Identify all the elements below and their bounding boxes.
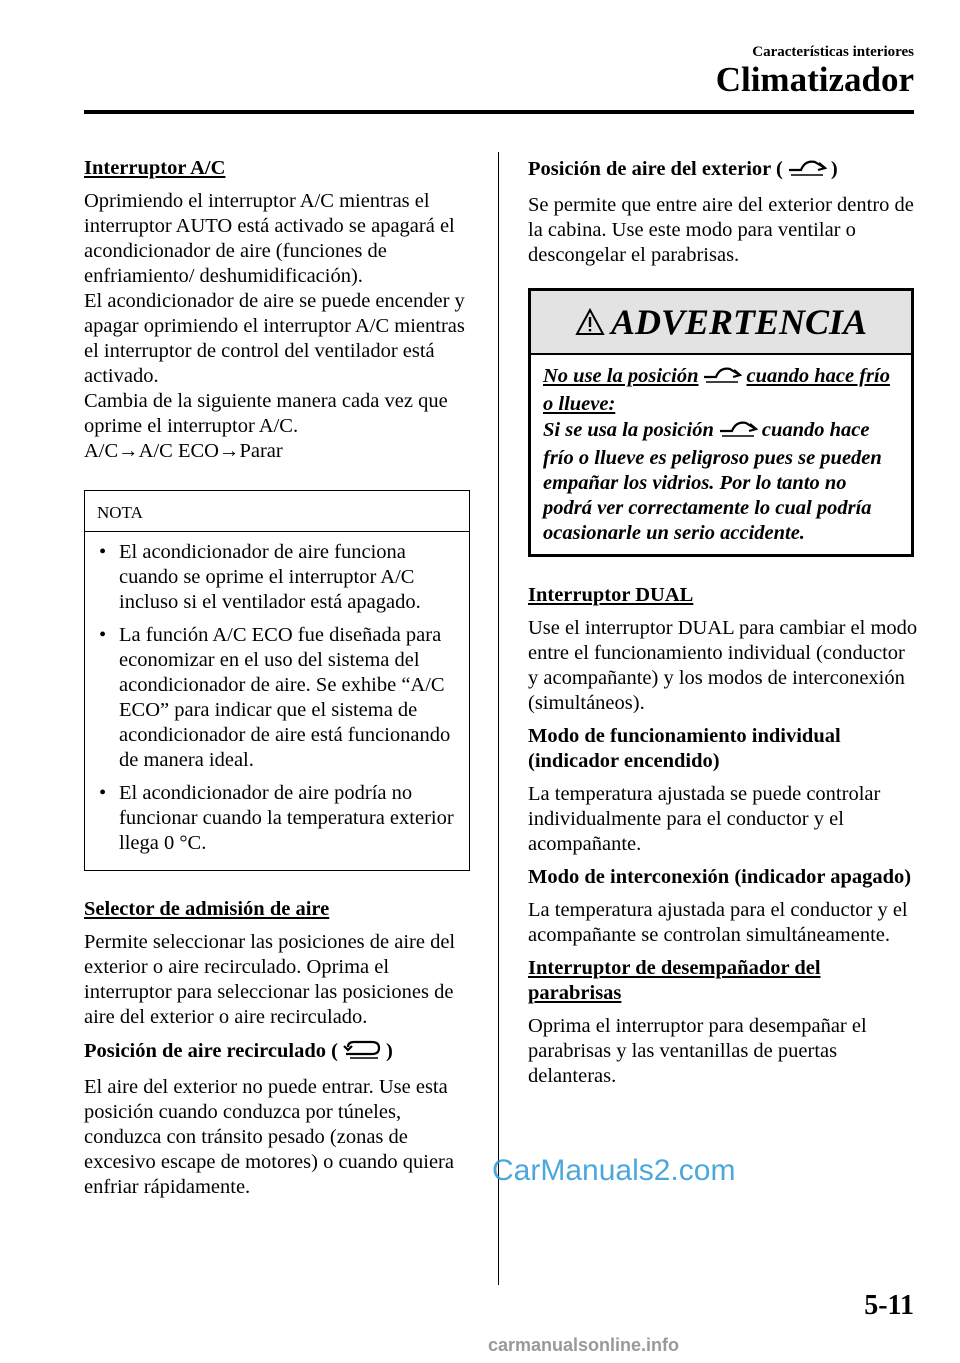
outside-air-paragraph: Se permite que entre aire del exterior dentro de la cabina. Use este modo para ventilar o descongelar el parabrisas. — [528, 194, 914, 266]
header-rule — [84, 110, 914, 114]
warning-header — [531, 291, 911, 355]
ac-paragraph-1: Oprimiendo el interruptor A/C mientras el interruptor AUTO está activado se apagará el acondicionador de aire (funciones de enfriamiento/ deshumidificación). — [84, 190, 455, 287]
page-title: Climatizador — [715, 60, 914, 99]
note-item: • El acondicionador de aire funciona cuando se oprime el interruptor A/C incluso si el ventilador está apagado. — [99, 541, 421, 613]
intake-selector-heading: Selector de admisión de aire — [84, 898, 330, 920]
column-divider — [498, 152, 499, 1285]
outside-air-heading: Posición de aire del exterior ( ) — [528, 156, 918, 185]
left-column — [84, 156, 474, 1208]
warning-box — [528, 288, 914, 557]
defroster-heading: Interruptor de desempañador del parabrisas — [528, 957, 821, 1004]
warning-triangle-icon — [575, 308, 605, 336]
outside-air-icon — [702, 363, 742, 392]
ac-switch-heading: Interruptor A/C — [84, 157, 226, 179]
defroster-paragraph: Oprima el interruptor para desempañar el parabrisas y las ventanillas de puertas delanteras. — [528, 1015, 867, 1087]
watermark: CarManuals2.com — [492, 1154, 736, 1187]
section-label: Características interiores — [752, 44, 914, 60]
interconnect-mode-heading: Modo de interconexión (indicador apagado) — [528, 866, 912, 888]
interconnect-mode-paragraph: La temperatura ajustada para el conductor y el acompañante se controlan simultáneamente. — [528, 899, 908, 946]
ac-paragraph-2: El acondicionador de aire se puede encender y apagar oprimiendo el interruptor A/C mientras el interruptor de control del ventilador está activado. — [84, 290, 465, 387]
note-item: • El acondicionador de aire podría no funcionar cuando la temperatura exterior llega 0 °C. — [99, 782, 454, 854]
warning-text: No use la posición cuando hace frío o llueve: Si se usa la posición cuando hace frío o llueve es peligroso pues se pueden empañar los vidrios. Por lo tanto no podrá ver correctamente lo cual podría ocasionarle un serio accidente. — [531, 355, 911, 554]
recirculated-paragraph: El aire del exterior no puede entrar. Use esta posición cuando conduzca por túneles, conduzca con tránsito pesado (zonas de excesivo escape de motores) o cuando quiera enfriar rápidamente. — [84, 1076, 454, 1198]
recirculated-heading: Posición de aire recirculado ( ) — [84, 1038, 474, 1067]
page-number: 5-11 — [864, 1290, 914, 1321]
ac-paragraph-3: Cambia de la siguiente manera cada vez que oprime el interruptor A/C. — [84, 390, 448, 437]
outside-air-icon — [787, 156, 827, 185]
note-box — [84, 490, 470, 871]
ac-sequence: A/C→A/C ECO→Parar — [84, 440, 283, 462]
note-title: NOTA — [85, 491, 469, 532]
individual-mode-paragraph: La temperatura ajustada se puede controlar individualmente para el conductor y el acompañante. — [528, 783, 881, 855]
footer-site: carmanualsonline.info — [488, 1335, 680, 1355]
outside-air-icon — [718, 417, 758, 446]
right-column — [528, 156, 918, 1097]
individual-mode-heading: Modo de funcionamiento individual (indicador encendido) — [528, 725, 841, 772]
dual-paragraph: Use el interruptor DUAL para cambiar el modo entre el funcionamiento individual (conductor y acompañante) y los modos de interconexión (simultáneos). — [528, 617, 918, 714]
intake-paragraph: Permite seleccionar las posiciones de aire del exterior o aire recirculado. Oprima el interruptor para seleccionar las posiciones de aire del exterior o aire recirculado. — [84, 931, 456, 1028]
dual-switch-heading: Interruptor DUAL — [528, 584, 694, 606]
recirculate-icon — [342, 1038, 382, 1067]
warning-title: ADVERTENCIA — [610, 301, 868, 342]
note-item: • La función A/C ECO fue diseñada para economizar en el uso del sistema del acondicionador de aire. Se exhibe “A/C ECO” para indicar que el sistema de acondicionador de aire está funcionando de manera ideal. — [99, 624, 451, 771]
